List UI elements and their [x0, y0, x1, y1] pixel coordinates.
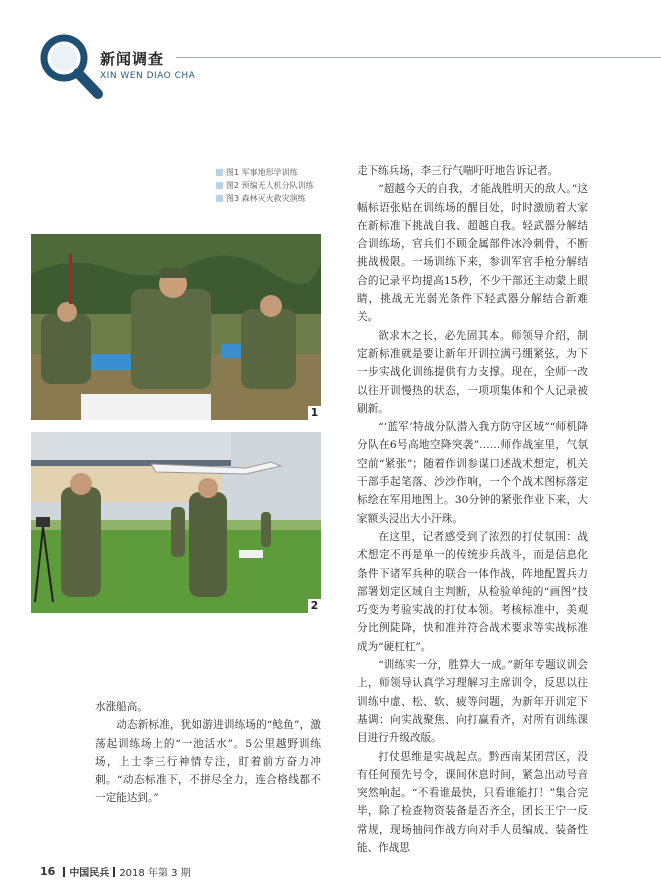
- paragraph: “‘蓝军’特战分队潜入我方防守区域”“师机降分队在6号高地空降突袭”……师作战室里，气氛空前“紧张”；随着作训参谋口述战术想定，机关干部手起笔落、沙沙作响，一个个战术图标落定标绘在军用地图上。30分钟的紧张作业下来，大家额头浸出大小汗珠。: [357, 421, 588, 525]
- magazine-name: 中国民兵: [69, 868, 110, 879]
- photo-terrain-training: [31, 234, 321, 420]
- article-column-left: [95, 698, 321, 808]
- page-footer: [40, 864, 191, 879]
- magnifier-icon: [34, 30, 112, 108]
- caption-marker-icon: [216, 169, 223, 176]
- caption-item: 图1 军事地形学训练: [216, 166, 314, 179]
- page-number: 16: [40, 865, 56, 878]
- photo-drone-training: [31, 432, 321, 613]
- paragraph: 在这里，记者感受到了浓烈的打仗氛围：战术想定不再是单一的传统步兵战斗，而是信息化条件下诸军兵种的联合一体作战，阵地配置兵力部署划定区域自主判断，从检验单纯的“画图”技巧变为考验实战的打仗本领。考核标准中，美观分比例陡降，快和准并符合战术要求等实战标准成为“硬杠杠”。: [357, 530, 588, 653]
- paragraph: 水涨船高。: [95, 701, 148, 713]
- paragraph: 走下练兵场，李三行气喘吁吁地告诉记者。: [357, 165, 559, 177]
- caption-item: 图2 预编无人机分队训练: [216, 179, 314, 192]
- footer-divider: [63, 867, 65, 877]
- header-divider: [176, 57, 661, 58]
- footer-divider: [113, 867, 115, 877]
- caption-item: 图3 森林灭火救灾演练: [216, 192, 314, 205]
- article-column-right: [357, 162, 588, 857]
- issue-label: 2018 年第 3 期: [119, 868, 191, 879]
- section-title: 新闻调查: [100, 50, 165, 68]
- section-subtitle: XIN WEN DIAO CHA: [100, 71, 196, 81]
- paragraph: 动态新标准，犹如游进训练场的“鲶鱼”，激荡起训练场上的“一池活水”。5公里越野训练场，上士李三行神情专注，盯着前方奋力冲刺。“动态标准下，不拼尽全力，连合格线都不一定能达到。”: [95, 719, 321, 805]
- photo-number: 2: [308, 599, 321, 613]
- photo-number: 1: [308, 406, 321, 420]
- paragraph: 欲求木之长，必先固其本。师领导介绍，制定新标准就是要让新年开训拉满弓绷紧弦，为下一步实战化训练提供有力支撑。现在，全师一改以往开训慢热的状态，一项项集体和个人记录被刷新。: [357, 329, 588, 415]
- paragraph: 打仗思维是实战起点。黔西南某团营区，没有任何预先号令，课间休息时间，紧急出动号音突然响起。“不看谁最快，只看谁能打！”集合完毕，除了检查物资装备是否齐全，团长王宁一反常规，现场抽问作战方向对手人员编成、装备性能、作战思: [357, 750, 588, 854]
- figure-captions: [216, 166, 314, 205]
- page-header: [0, 0, 661, 120]
- caption-marker-icon: [216, 182, 223, 189]
- caption-marker-icon: [216, 195, 223, 202]
- paragraph: “超越今天的自我，才能战胜明天的敌人。”这幅标语张贴在训练场的醒目处，时时激励着大家在新标准下挑战自我、超越自我。轻武器分解结合训练场，官兵们不顾金属部件冰冷刺骨，不断挑战极限。一场训练下来，参训军官手枪分解结合的记录平均提高15秒，不少干部还主动蒙上眼睛，挑战无光弱光条件下轻武器分解结合新难关。: [357, 183, 588, 324]
- paragraph: “训练实一分，胜算大一成。”新年专题议训会上，师领导认真学习理解习主席训令，反思以往训练中虚、松、软、疲等问题，为新年开训定下基调：向实战聚焦、向打赢看齐，对所有训练课目进行升级改版。: [357, 659, 588, 745]
